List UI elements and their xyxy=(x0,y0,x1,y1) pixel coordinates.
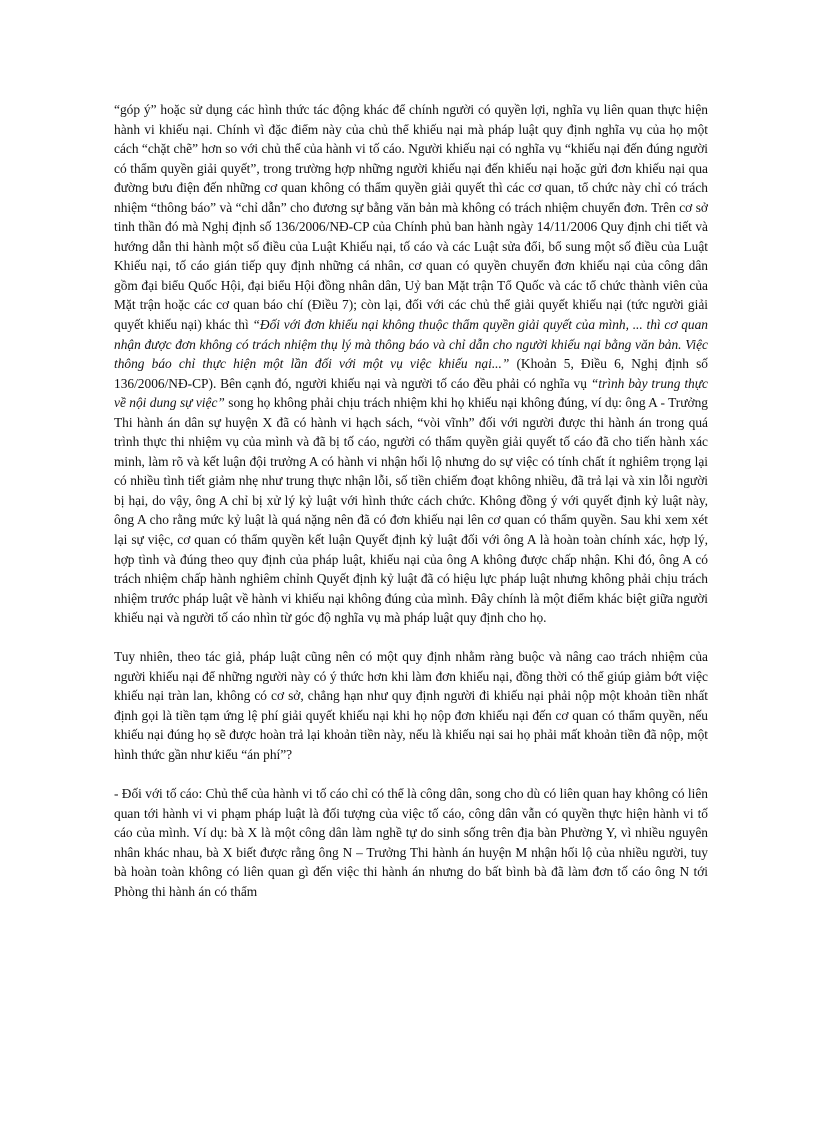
text-run: (Khoản 5, Điều 6, Nghị định số 136/2006/NĐ-CP). Bên cạnh đó, người khiếu nại và người tố cáo đều phải có nghĩa vụ xyxy=(114,356,708,391)
text-run: song họ không phải chịu trách nhiệm khi họ khiếu nại không đúng, ví dụ: ông A - Trưởng Thi hành án dân sự huyện X đã có hành vi hạch sách, “vòi vĩnh” đối với người được thi hành án trong quá trình thực thi nhiệm vụ của mình và đã bị tố cáo, người có thẩm quyền giải quyết tố cáo đã cho tiến hành xác minh, làm rõ và kết luận đội trưởng A có hành vi nhận hối lộ nhưng do sự việc có tính chất ít nghiêm trọng lại có nhiều tình tiết giảm nhẹ như trung thực nhận lỗi, số tiền chiếm đoạt không nhiều, đã trả lại và xin lỗi người bị hại, do vậy, ông A chỉ bị xử lý kỷ luật với hình thức cách chức. Không đồng ý với quyết định kỷ luật này, ông A cho rằng mức kỷ luật là quá nặng nên đã có đơn khiếu nại lên cơ quan có thẩm quyền. Sau khi xem xét lại sự việc, cơ quan có thẩm quyền kết luận Quyết định kỷ luật đối với ông A là hoàn toàn chính xác, hợp lý, hợp tình và đúng theo quy định của pháp luật, khiếu nại của ông A không được chấp nhận. Khi đó, ông A có trách nhiệm chấp hành nghiêm chỉnh Quyết định kỷ luật đã có hiệu lực pháp luật nhưng không phải chịu trách nhiệm trước pháp luật về hành vi khiếu nại không đúng của mình. Đây chính là một điểm khác biệt giữa người khiếu nại và người tố cáo nhìn từ góc độ nghĩa vụ mà pháp luật quy định cho họ. xyxy=(114,395,708,626)
paragraph-denunciation: - Đối với tố cáo: Chủ thể của hành vi tố cáo chỉ có thể là công dân, song cho dù có liên quan hay không có liên quan tới hành vi vi phạm pháp luật là đối tượng của việc tố cáo, công dân vẫn có quyền thực hiện hành vi tố cáo của mình. Ví dụ: bà X là một công dân làm nghề tự do sinh sống trên địa bàn Phường Y, vì nhiều nguyên nhân khác nhau, bà X biết được rằng ông N – Trưởng Thi hành án huyện M nhận hối lộ của nhiều người, tuy bà hoàn toàn không có liên quan gì đến việc thi hành án nhưng do bất bình bà đã làm đơn tố cáo ông N tới Phòng thi hành án có thẩm xyxy=(114,786,708,899)
paragraph-author-opinion: Tuy nhiên, theo tác giả, pháp luật cũng nên có một quy định nhằm ràng buộc và nâng cao trách nhiệm của người khiếu nại để những người này có ý thức hơn khi làm đơn khiếu nại, đồng thời có thể giúp giảm bớt việc khiếu nại tràn lan, không có cơ sở, chẳng hạn như quy định người đi khiếu nại phải nộp một khoản tiền nhất định gọi là tiền tạm ứng lệ phí giải quyết khiếu nại khi họ nộp đơn khiếu nại đến cơ quan có thẩm quyền, nếu khiếu nại đúng họ sẽ được hoàn trả lại khoản tiền này, nếu là khiếu nại sai họ phải mất khoản tiền đã nộp, một hình thức gần như kiểu “án phí”? xyxy=(114,649,708,762)
paragraph-complaint-obligations xyxy=(114,100,708,628)
text-run: “góp ý” hoặc sử dụng các hình thức tác động khác để chính người có quyền lợi, nghĩa vụ liên quan thực hiện hành vi khiếu nại. Chính vì đặc điểm này của chủ thể khiếu nại mà pháp luật quy định nghĩa vụ của họ một cách “chặt chẽ” hơn so với chủ thể của hành vi tố cáo. Người khiếu nại có nghĩa vụ “khiếu nại đến đúng người có thẩm quyền giải quyết”, trong trường hợp những người khiếu nại đến khiếu nại hoặc gửi đơn khiếu nại qua đường bưu điện đến những cơ quan không có thẩm quyền giải quyết thì các cơ quan, tổ chức này chỉ có trách nhiệm “thông báo” và “chỉ dẫn” cho đương sự bằng văn bản mà không có trách nhiệm chuyển đơn. Trên cơ sở tinh thần đó mà Nghị định số 136/2006/NĐ-CP của Chính phủ ban hành ngày 14/11/2006 Quy định chi tiết và hướng dẫn thi hành một số điều của Luật Khiếu nại, tố cáo và các Luật sửa đổi, bổ sung một số điều của Luật Khiếu nại, tố cáo gián tiếp quy định những cá nhân, cơ quan có quyền chuyển đơn khiếu nại của công dân gồm đại biểu Quốc Hội, đại biểu Hội đồng nhân dân, Uỷ ban Mặt trận Tổ Quốc và các tổ chức thành viên của Mặt trận hoặc các cơ quan báo chí (Điều 7); còn lại, đối với các chủ thể giải quyết khiếu nại (tức người giải quyết khiếu nại) khác thì xyxy=(114,102,708,333)
quoted-obligation: “trình bày trung thực về nội dung sự việc” xyxy=(114,375,708,411)
quoted-regulation: “Đối với đơn khiếu nại không thuộc thẩm quyền giải quyết của mình, ... thì cơ quan nhận được đơn không có trách nhiệm thụ lý mà thông báo và chỉ dẫn cho người khiếu nại bằng văn bản. Việc thông báo chỉ thực hiện một lần đối với một vụ việc khiếu nại...” xyxy=(114,317,708,372)
document-page xyxy=(114,100,708,901)
